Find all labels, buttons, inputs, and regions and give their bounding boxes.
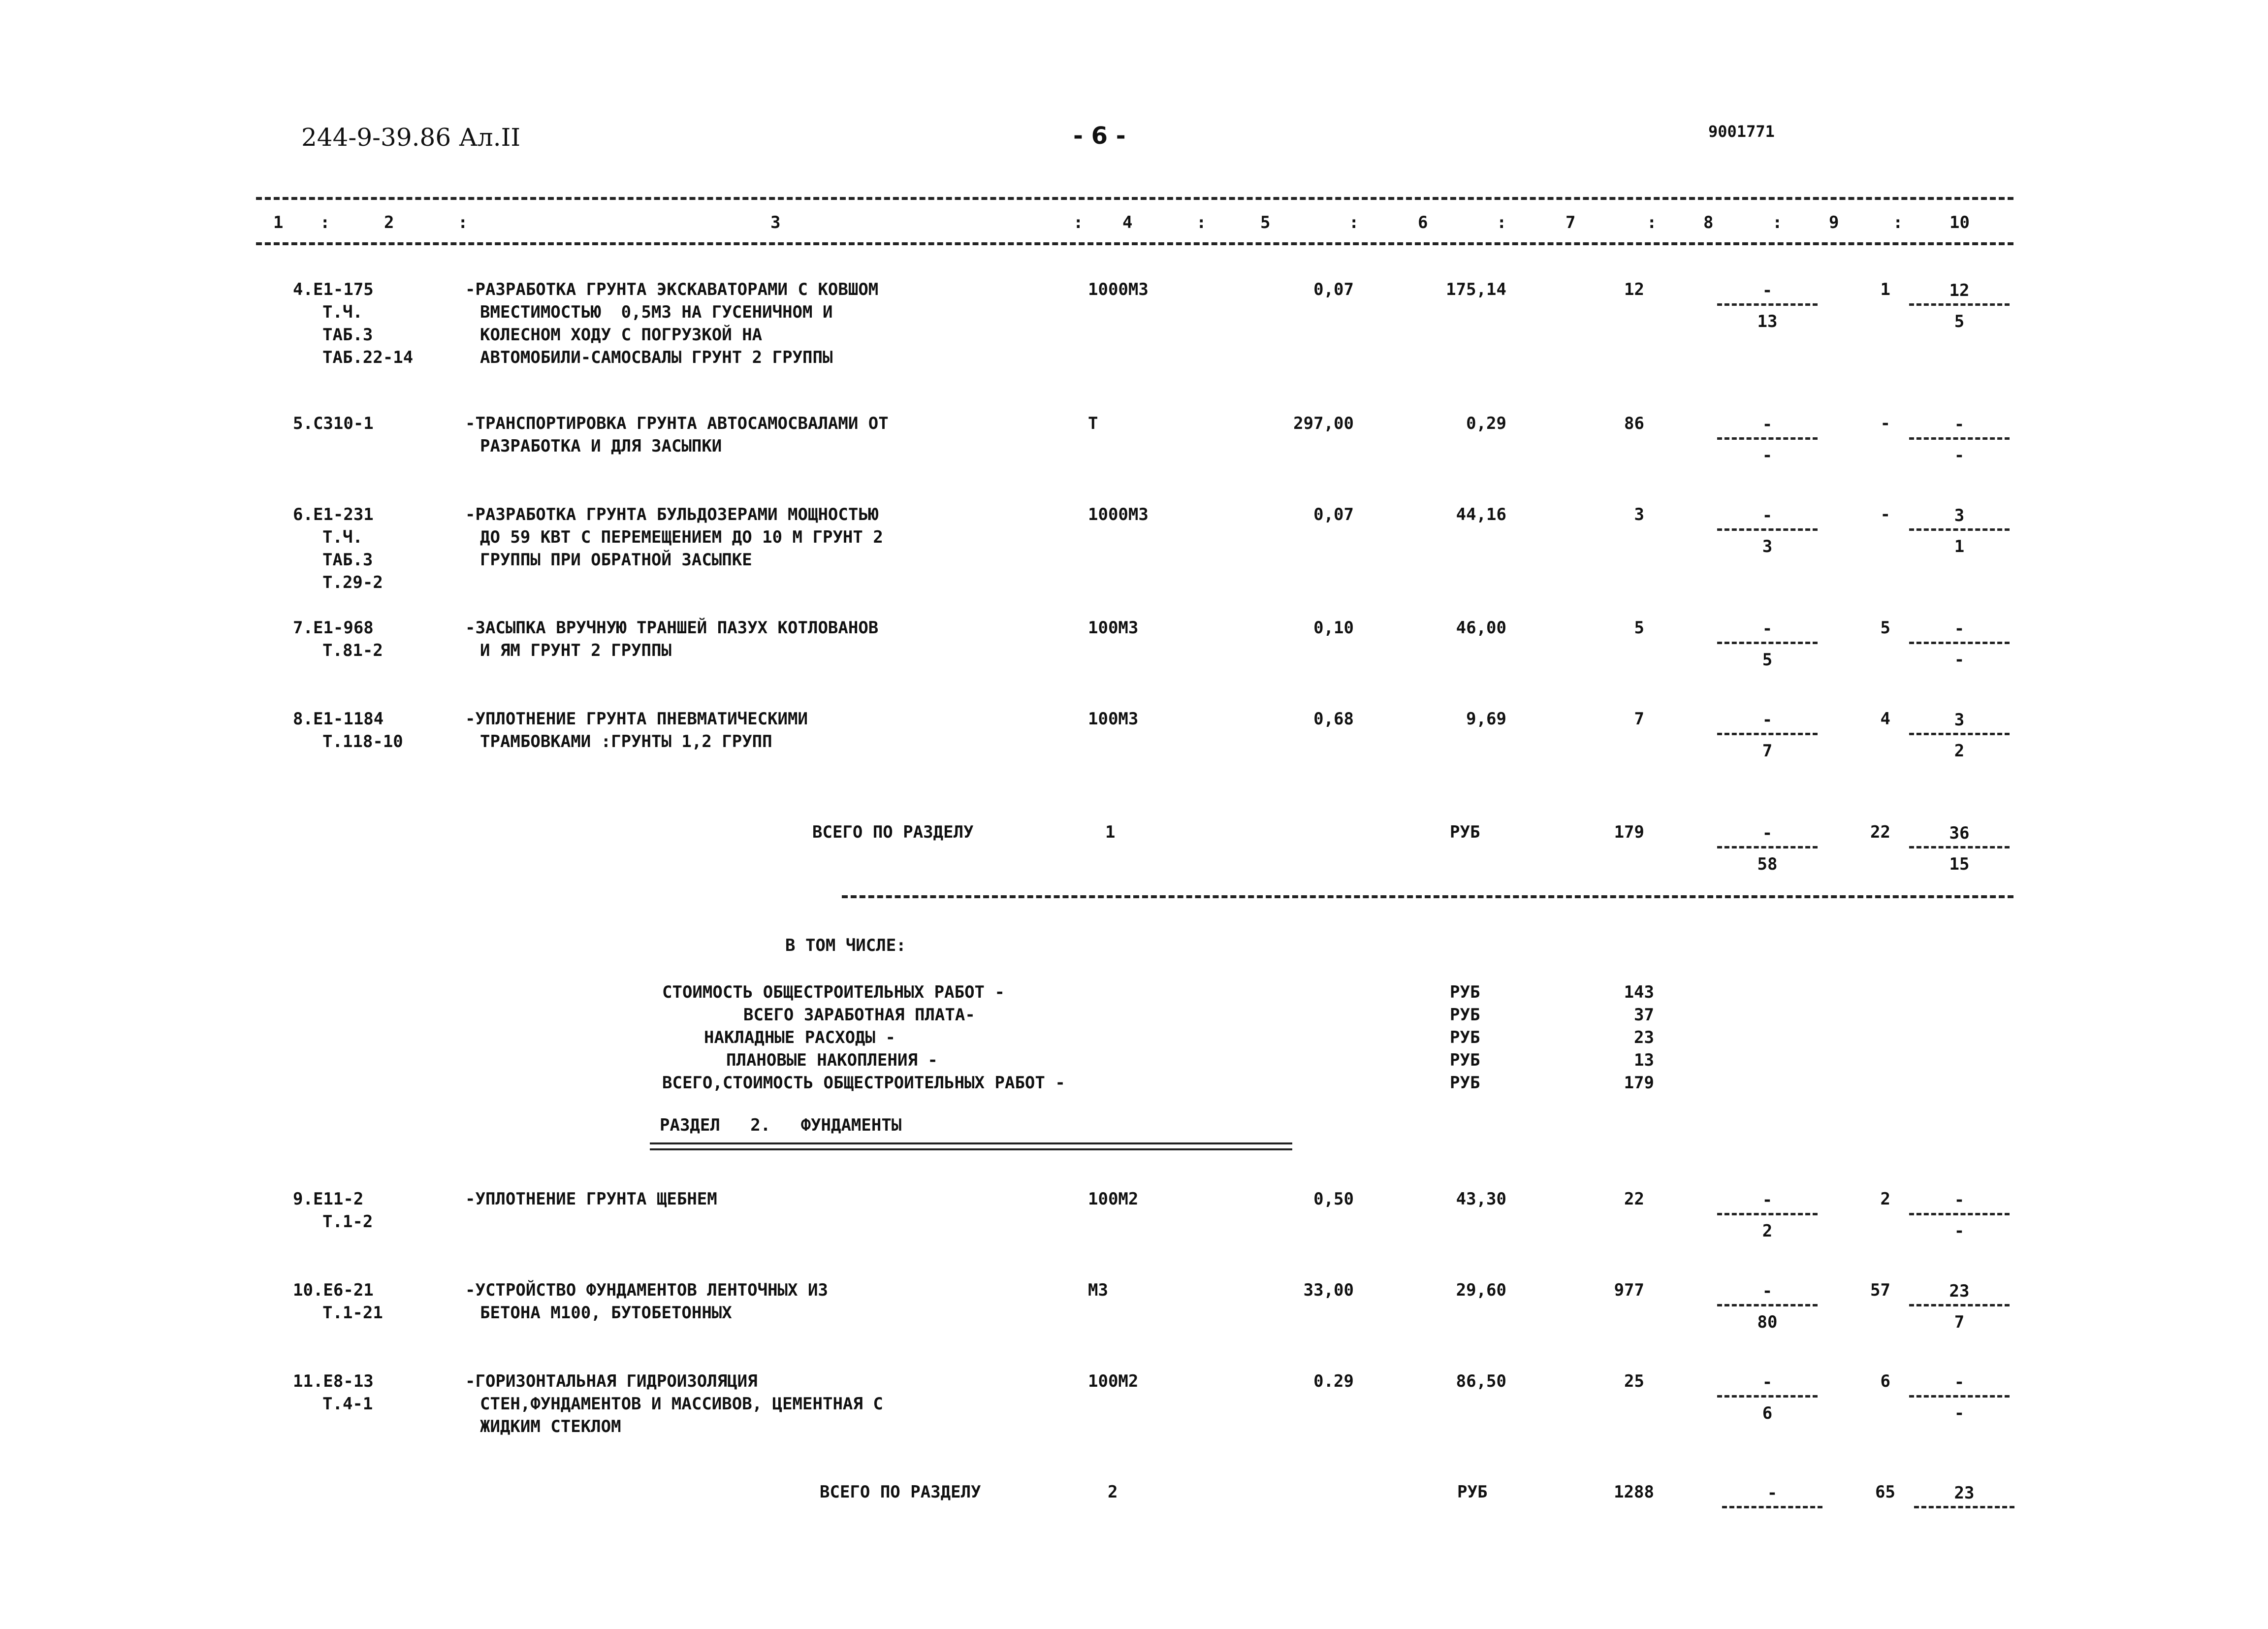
section-1-row-2-col8-bar — [1717, 437, 1818, 440]
total-1-col7: 179 — [1614, 822, 1644, 842]
section-2-row-1-quantity: 0,50 — [1313, 1189, 1354, 1209]
total-2-col10 — [1910, 1482, 2018, 1535]
header-bottom-rule — [256, 242, 2013, 245]
including-item-unit: РУБ — [1450, 982, 1480, 1002]
section-2-row-3-col10-bar — [1909, 1395, 2010, 1398]
section-1-row-5-unit-price: 9,69 — [1466, 709, 1506, 729]
section-2-row-1-ref: Т.1-2 — [322, 1212, 373, 1232]
including-item-value: 13 — [1634, 1050, 1654, 1070]
section-1-row-4-number: 7.Е1-968 — [293, 618, 374, 638]
section-2-row-3-col9: 6 — [1880, 1371, 1890, 1391]
including-item-label: НАКЛАДНЫЕ РАСХОДЫ - — [704, 1028, 895, 1047]
column-number-7: 7 — [1565, 213, 1576, 232]
column-separator: : — [1497, 213, 1507, 232]
section-1-row-4-col10-denominator: - — [1954, 650, 1965, 670]
section-1-row-2-description: РАЗРАБОТКА И ДЛЯ ЗАСЫПКИ — [480, 436, 722, 456]
including-item-value: 143 — [1624, 982, 1654, 1002]
column-separator: : — [1073, 213, 1084, 232]
section-2-row-3-col7: 25 — [1624, 1371, 1644, 1391]
section-1-row-3-description: -РАЗРАБОТКА ГРУНТА БУЛЬДОЗЕРАМИ МОЩНОСТЬЮ — [465, 505, 879, 524]
total-1-col8-numerator: - — [1762, 823, 1773, 843]
section-1-row-3-unit: 1000М3 — [1088, 505, 1149, 524]
section-1-row-4-ref: Т.81-2 — [322, 641, 383, 660]
section-1-row-4-description: И ЯМ ГРУНТ 2 ГРУППЫ — [480, 641, 671, 660]
section-1-row-1-col10-bar — [1909, 303, 2010, 306]
section-2-title: РАЗДЕЛ 2. ФУНДАМЕНТЫ — [660, 1115, 902, 1135]
total-2-col8 — [1718, 1482, 1826, 1535]
section-1-row-2-col10-bar — [1909, 437, 2010, 440]
total-1-section: 1 — [1105, 822, 1116, 842]
section-1-row-5-description: ТРАМБОВКАМИ :ГРУНТЫ 1,2 ГРУПП — [480, 732, 772, 751]
section-2-row-3-col10-denominator: - — [1954, 1403, 1965, 1423]
section-1-row-3-col10 — [1905, 505, 2013, 557]
section-1-row-1-col9: 1 — [1880, 280, 1890, 299]
section-1-row-1-col8-denominator: 13 — [1757, 312, 1778, 331]
including-item-label: СТОИМОСТЬ ОБЩЕСТРОИТЕЛЬНЫХ РАБОТ - — [662, 982, 1005, 1002]
total-1-unit: РУБ — [1450, 822, 1480, 842]
section-1-row-3-col10-denominator: 1 — [1954, 537, 1965, 556]
section-2-row-2-unit-price: 29,60 — [1456, 1280, 1506, 1300]
section-1-row-2-col8 — [1713, 414, 1821, 466]
total-1-col9: 22 — [1870, 822, 1890, 842]
section-1-row-3-ref: Т.29-2 — [322, 573, 383, 592]
including-item-value: 37 — [1634, 1005, 1654, 1025]
section-1-row-2-unit: Т — [1088, 414, 1098, 433]
section-1-row-1-unit: 1000М3 — [1088, 280, 1149, 299]
section-1-row-1-quantity: 0,07 — [1313, 280, 1354, 299]
column-number-6: 6 — [1418, 213, 1428, 232]
section-2-row-1-number: 9.Е11-2 — [293, 1189, 364, 1209]
section-1-row-5-description: -УПЛОТНЕНИЕ ГРУНТА ПНЕВМАТИЧЕСКИМИ — [465, 709, 808, 729]
section-2-row-3-col8-numerator: - — [1762, 1372, 1773, 1392]
section-1-row-2-col10-denominator: - — [1954, 446, 1965, 465]
section-2-row-2-col8-bar — [1717, 1304, 1818, 1306]
section-1-row-1-ref: ТАБ.22-14 — [322, 348, 414, 367]
section-2-row-2-col10-denominator: 7 — [1954, 1312, 1965, 1332]
section-2-row-1-col9: 2 — [1880, 1189, 1890, 1209]
section-1-row-5-quantity: 0,68 — [1313, 709, 1354, 729]
section-2-row-2-description: -УСТРОЙСТВО ФУНДАМЕНТОВ ЛЕНТОЧНЫХ ИЗ — [465, 1280, 828, 1300]
column-number-10: 10 — [1949, 213, 1970, 232]
section-1-row-2-col8-denominator: - — [1762, 446, 1773, 465]
total-2-col8-denominator — [1718, 1513, 1826, 1535]
section-1-row-4-unit-price: 46,00 — [1456, 618, 1506, 638]
section-2-row-1-unit-price: 43,30 — [1456, 1189, 1506, 1209]
total-2-col10-bar — [1914, 1506, 2014, 1508]
total-1-col10-denominator: 15 — [1949, 854, 1970, 874]
section-1-row-1-col8 — [1713, 280, 1821, 332]
section-2-row-2-description: БЕТОНА М100, БУТОБЕТОННЫХ — [480, 1303, 732, 1323]
page-number: - 6 - — [1073, 122, 1126, 150]
column-number-4: 4 — [1122, 213, 1133, 232]
total-2-section: 2 — [1108, 1482, 1118, 1502]
section-1-row-4-col9: 5 — [1880, 618, 1890, 638]
section-1-row-5-col10-denominator: 2 — [1954, 741, 1965, 761]
section-2-row-3-col10 — [1905, 1371, 2013, 1424]
section-1-row-4-col10-bar — [1909, 642, 2010, 644]
section-1-row-1-col8-bar — [1717, 303, 1818, 306]
total-1-col8-bar — [1717, 846, 1818, 848]
column-separator: : — [458, 213, 468, 232]
section-2-row-1-col10-denominator: - — [1954, 1221, 1965, 1241]
section-1-row-3-col8-denominator: 3 — [1762, 537, 1773, 556]
section-1-row-1-col10 — [1905, 280, 2013, 332]
section-2-row-2-col8 — [1713, 1280, 1821, 1333]
section-2-row-1-col8-numerator: - — [1762, 1190, 1773, 1210]
section-1-row-2-col7: 86 — [1624, 414, 1644, 433]
section-2-row-2-col7: 977 — [1614, 1280, 1644, 1300]
column-number-2: 2 — [384, 213, 394, 232]
section-1-row-2-unit-price: 0,29 — [1466, 414, 1506, 433]
section-1-row-1-ref: ТАБ.3 — [322, 325, 373, 345]
column-separator: : — [1196, 213, 1207, 232]
total-2-col10-denominator — [1910, 1513, 2018, 1535]
section-2-row-2-ref: Т.1-21 — [322, 1303, 383, 1323]
section-2-row-3-quantity: 0.29 — [1313, 1371, 1354, 1391]
header-top-rule — [256, 197, 2013, 200]
section-1-row-3-col8-bar — [1717, 528, 1818, 531]
section-1-row-3-ref: Т.Ч. — [322, 527, 363, 547]
section-1-row-2-col9: - — [1880, 414, 1890, 433]
section-2-row-3-col8 — [1713, 1371, 1821, 1424]
document-code: 244-9-39.86 Ал.II — [301, 123, 521, 152]
section-1-row-1-description: ВМЕСТИМОСТЬЮ 0,5М3 НА ГУСЕНИЧНОМ И — [480, 302, 833, 322]
section-2-row-1-col8-denominator: 2 — [1762, 1221, 1773, 1241]
total-1-col8 — [1713, 822, 1821, 875]
including-item-value: 179 — [1624, 1073, 1654, 1093]
section-2-row-1-unit: 100М2 — [1088, 1189, 1139, 1209]
including-item-unit: РУБ — [1450, 1005, 1480, 1025]
section-2-row-3-col10-numerator: - — [1954, 1372, 1965, 1392]
section-1-row-5-col8-denominator: 7 — [1762, 741, 1773, 761]
section-1-row-3-col10-bar — [1909, 528, 2010, 531]
including-item-unit: РУБ — [1450, 1050, 1480, 1070]
inventory-number: 9001771 — [1708, 122, 1775, 141]
section-1-row-3-col10-numerator: 3 — [1954, 506, 1965, 525]
including-item-label: ВСЕГО,СТОИМОСТЬ ОБЩЕСТРОИТЕЛЬНЫХ РАБОТ - — [662, 1073, 1065, 1093]
column-number-5: 5 — [1260, 213, 1271, 232]
column-number-9: 9 — [1829, 213, 1839, 232]
column-separator: : — [1772, 213, 1783, 232]
column-separator: : — [1349, 213, 1359, 232]
section-2-row-3-unit: 100М2 — [1088, 1371, 1139, 1391]
section-1-row-5-ref: Т.118-10 — [322, 732, 403, 751]
section-1-row-5-col9: 4 — [1880, 709, 1890, 729]
section-2-row-1-col10-numerator: - — [1954, 1190, 1965, 1210]
section-1-row-5-col8 — [1713, 709, 1821, 762]
total-1-col8-denominator: 58 — [1757, 854, 1778, 874]
section-2-row-1-col8-bar — [1717, 1213, 1818, 1215]
section-1-row-1-ref: Т.Ч. — [322, 302, 363, 322]
section-1-row-5-col10-numerator: 3 — [1954, 710, 1965, 730]
section-2-row-1-col10 — [1905, 1189, 2013, 1242]
section-1-row-3-quantity: 0,07 — [1313, 505, 1354, 524]
section-1-row-2-col10-numerator: - — [1954, 415, 1965, 434]
section-1-row-1-col10-denominator: 5 — [1954, 312, 1965, 331]
section-1-row-2-quantity: 297,00 — [1293, 414, 1354, 433]
section-1-row-5-col8-numerator: - — [1762, 710, 1773, 730]
including-item-label: ПЛАНОВЫЕ НАКОПЛЕНИЯ - — [726, 1050, 938, 1070]
section-1-row-2-col10 — [1905, 414, 2013, 466]
section-1-row-5-col10-bar — [1909, 733, 2010, 735]
section-2-row-2-col10 — [1905, 1280, 2013, 1333]
including-item-label: ВСЕГО ЗАРАБОТНАЯ ПЛАТА- — [743, 1005, 975, 1025]
section-2-row-3-description: СТЕН,ФУНДАМЕНТОВ И МАССИВОВ, ЦЕМЕНТНАЯ С — [480, 1394, 883, 1414]
total-1-col10-bar — [1909, 846, 2010, 848]
total-2-col7: 1288 — [1614, 1482, 1654, 1502]
section-1-row-3-number: 6.Е1-231 — [293, 505, 374, 524]
column-separator: : — [320, 213, 330, 232]
section-2-row-3-col8-bar — [1717, 1395, 1818, 1398]
section-1-row-2-number: 5.С310-1 — [293, 414, 374, 433]
section-2-row-2-number: 10.Е6-21 — [293, 1280, 374, 1300]
section-1-row-5-col7: 7 — [1634, 709, 1644, 729]
section-1-row-5-unit: 100М3 — [1088, 709, 1139, 729]
total-1-label: ВСЕГО ПО РАЗДЕЛУ — [812, 822, 974, 842]
section-1-row-3-ref: ТАБ.3 — [322, 550, 373, 570]
section-2-row-3-ref: Т.4-1 — [322, 1394, 373, 1414]
total-2-col8-numerator: - — [1767, 1483, 1778, 1503]
section-2-row-3-number: 11.Е8-13 — [293, 1371, 374, 1391]
section-1-row-4-col8 — [1713, 618, 1821, 671]
column-number-8: 8 — [1703, 213, 1714, 232]
section-1-row-5-col8-bar — [1717, 733, 1818, 735]
section-2-row-1-description: -УПЛОТНЕНИЕ ГРУНТА ЩЕБНЕМ — [465, 1189, 717, 1209]
section-1-row-3-description: ГРУППЫ ПРИ ОБРАТНОЙ ЗАСЫПКЕ — [480, 550, 752, 570]
section-2-underline — [650, 1142, 1292, 1151]
section-2-row-3-description: ЖИДКИМ СТЕКЛОМ — [480, 1417, 621, 1436]
section-1-row-4-col10-numerator: - — [1954, 619, 1965, 639]
section-2-row-2-col9: 57 — [1870, 1280, 1890, 1300]
section-1-row-4-col7: 5 — [1634, 618, 1644, 638]
total-1-col10 — [1905, 822, 2013, 875]
section-1-row-3-col7: 3 — [1634, 505, 1644, 524]
section-1-row-1-description: АВТОМОБИЛИ-САМОСВАЛЫ ГРУНТ 2 ГРУППЫ — [480, 348, 833, 367]
column-separator: : — [1893, 213, 1903, 232]
section-2-row-1-col7: 22 — [1624, 1189, 1644, 1209]
section-1-row-4-unit: 100М3 — [1088, 618, 1139, 638]
total-2-col10-numerator: 23 — [1954, 1483, 1975, 1503]
section-1-row-1-description: КОЛЕСНОМ ХОДУ С ПОГРУЗКОЙ НА — [480, 325, 763, 345]
section-2-row-2-col8-numerator: - — [1762, 1281, 1773, 1301]
section-1-row-3-col9: - — [1880, 505, 1890, 524]
section-1-row-2-description: -ТРАНСПОРТИРОВКА ГРУНТА АВТОСАМОСВАЛАМИ ОТ — [465, 414, 889, 433]
section-1-row-5-col10 — [1905, 709, 2013, 762]
section-2-row-1-col8 — [1713, 1189, 1821, 1242]
section-1-row-4-col8-numerator: - — [1762, 619, 1773, 639]
total-2-label: ВСЕГО ПО РАЗДЕЛУ — [820, 1482, 981, 1502]
section-1-row-1-col10-numerator: 12 — [1949, 281, 1970, 300]
section-2-row-3-col8-denominator: 6 — [1762, 1403, 1773, 1423]
section-1-row-4-col10 — [1905, 618, 2013, 671]
section-2-row-3-unit-price: 86,50 — [1456, 1371, 1506, 1391]
section-1-row-1-col8-numerator: - — [1762, 281, 1773, 300]
section-1-row-5-number: 8.Е1-1184 — [293, 709, 384, 729]
section-1-row-1-col7: 12 — [1624, 280, 1644, 299]
section-2-row-1-col10-bar — [1909, 1213, 2010, 1215]
including-item-unit: РУБ — [1450, 1073, 1480, 1093]
section-1-row-4-description: -ЗАСЫПКА ВРУЧНУЮ ТРАНШЕЙ ПАЗУХ КОТЛОВАНОВ — [465, 618, 879, 638]
including-item-unit: РУБ — [1450, 1028, 1480, 1047]
total-2-col8-bar — [1722, 1506, 1822, 1508]
section-1-row-4-col8-denominator: 5 — [1762, 650, 1773, 670]
column-number-3: 3 — [770, 213, 781, 232]
section-1-row-1-description: -РАЗРАБОТКА ГРУНТА ЭКСКАВАТОРАМИ С КОВШОМ — [465, 280, 879, 299]
section-2-row-3-description: -ГОРИЗОНТАЛЬНАЯ ГИДРОИЗОЛЯЦИЯ — [465, 1371, 758, 1391]
including-item-value: 23 — [1634, 1028, 1654, 1047]
section-1-row-4-quantity: 0,10 — [1313, 618, 1354, 638]
total-2-unit: РУБ — [1457, 1482, 1488, 1502]
total-1-rule — [842, 895, 2013, 898]
section-2-row-2-col8-denominator: 80 — [1757, 1312, 1778, 1332]
section-2-row-2-col10-bar — [1909, 1304, 2010, 1306]
column-separator: : — [1647, 213, 1657, 232]
section-2-row-2-unit: М3 — [1088, 1280, 1108, 1300]
section-2-row-2-quantity: 33,00 — [1303, 1280, 1354, 1300]
section-1-row-3-col8 — [1713, 505, 1821, 557]
section-1-row-4-col8-bar — [1717, 642, 1818, 644]
section-2-row-2-col10-numerator: 23 — [1949, 1281, 1970, 1301]
including-title: В ТОМ ЧИСЛЕ: — [785, 936, 906, 955]
column-number-1: 1 — [273, 213, 284, 232]
section-1-row-3-unit-price: 44,16 — [1456, 505, 1506, 524]
total-1-col10-numerator: 36 — [1949, 823, 1970, 843]
section-1-row-1-unit-price: 175,14 — [1446, 280, 1506, 299]
section-1-row-2-col8-numerator: - — [1762, 415, 1773, 434]
section-1-row-3-col8-numerator: - — [1762, 506, 1773, 525]
total-2-col9: 65 — [1875, 1482, 1895, 1502]
section-1-row-3-description: ДО 59 КВТ С ПЕРЕМЕЩЕНИЕМ ДО 10 М ГРУНТ 2 — [480, 527, 883, 547]
section-1-row-1-number: 4.Е1-175 — [293, 280, 374, 299]
